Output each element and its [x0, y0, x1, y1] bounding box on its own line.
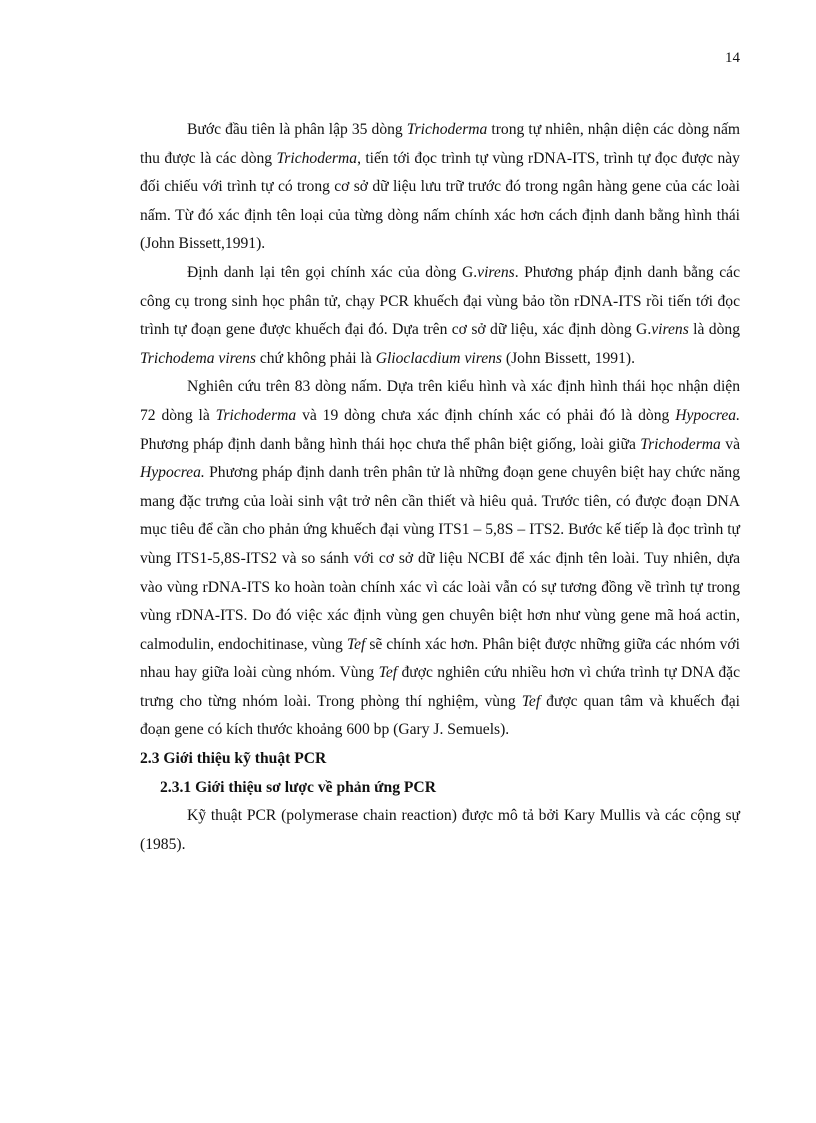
text-run: Phương pháp định danh bằng hình thái học chưa thể phân biệt giống, loài giữa	[140, 435, 641, 453]
italic-term: Trichoderma	[276, 149, 358, 167]
text-run: được quan tâm và khuếch đại đoạn gene có kích thước khoảng 600 bp (Gary J. Semuels).	[140, 692, 740, 739]
text-run: Bước đầu tiên là phân lập 35 dòng	[187, 121, 407, 138]
paragraph-1	[140, 116, 740, 259]
italic-term: virens	[651, 321, 689, 339]
italic-term: Tef	[521, 692, 541, 710]
subsection-heading: 2.3.1 Giới thiệu sơ lược về phản ứng PCR	[160, 778, 436, 796]
italic-term: Trichoderma	[640, 435, 721, 453]
text-run: , tiến tới đọc trình tự vùng rDNA-ITS, trình tự đọc được này đối chiếu với trình tự có trong cơ sở dữ liệu lưu trữ trước đó trong ngân hàng gene của các loài nấm. Từ đó xác định tên loại của từng dòng nấm chính xác hơn cách định danh bằng hình thái (John Bissett,1991).	[140, 149, 740, 253]
italic-term: Hypocrea.	[140, 464, 205, 482]
italic-term: Hypocrea.	[675, 406, 740, 424]
text-run: trong tự nhiên, nhận diện các dòng nấm thu được là các dòng	[140, 121, 740, 167]
text-run: . Phương pháp định danh bằng các công cụ trong sinh học phân tử, chạy PCR khuếch đại vùng bảo tồn rDNA-ITS rồi tiến tới đọc trình tự đoạn gene được khuếch đại đó. Dựa trên cơ sở dữ liệu, xác định dòng G.	[140, 263, 740, 339]
text-run: và 19 dòng chưa xác định chính xác có phải đó là dòng	[296, 406, 676, 424]
text-run: sẽ chính xác hơn. Phân biệt được những giữa các nhóm với nhau hay giữa loài cùng nhóm. Vùng	[140, 635, 740, 682]
text-run: và	[720, 435, 740, 453]
italic-term: Trichoderma	[215, 406, 297, 424]
paragraph-2	[140, 259, 740, 373]
italic-term: Glioclacdium virens	[375, 349, 502, 367]
italic-term: Trichodema virens	[140, 349, 256, 367]
text-run: (John Bissett, 1991).	[502, 349, 635, 367]
section-heading: 2.3 Giới thiệu kỹ thuật PCR	[140, 750, 327, 768]
italic-term: virens	[477, 263, 515, 281]
italic-term: Tef	[346, 635, 366, 653]
text-run: Nghiên cứu trên 83 dòng nấm. Dựa trên kiểu hình và xác định hình thái học nhận diện 72 dòng là	[140, 378, 740, 424]
italic-term: Tef	[378, 664, 398, 682]
paragraph-3	[140, 373, 740, 745]
text-run: Định danh lại tên gọi chính xác của dòng G.	[187, 263, 478, 281]
text-run: Phương pháp định danh trên phân tử là những đoạn gene chuyên biệt hay chức năng mang đặc trưng của loài sinh vật trở nên cần thiết và hiêu quả. Trước tiên, có được đoạn DNA mục tiêu để cần cho phản ứng khuếch đại vùng ITS1 – 5,8S – ITS2. Bước kế tiếp là đọc trình tự vùng ITS1-5,8S-ITS2 và so sánh với cơ sở dữ liệu NCBI để xác định tên loài. Tuy nhiên, dựa vào vùng rDNA-ITS ko hoàn toàn chính xác vì các loài vẫn có sự tương đồng về trình tự trong vùng rDNA-ITS. Do đó việc xác định vùng gen chuyên biệt hơn như vùng gene mã hoá actin, calmodulin, endochitinase, vùng	[140, 464, 740, 653]
page-number: 14	[725, 50, 740, 66]
text-run: được nghiên cứu nhiều hơn vì chứa trình tự DNA đặc trưng cho từng nhóm loài. Trong phòng thí nghiệm, vùng	[140, 664, 740, 710]
text-run: là dòng	[688, 321, 740, 339]
document-body	[140, 116, 740, 859]
italic-term: Trichoderma	[406, 121, 488, 138]
paragraph-4: Kỹ thuật PCR (polymerase chain reaction) được mô tả bởi Kary Mullis và các cộng sự (1985).	[140, 807, 740, 853]
text-run: chứ không phải là	[255, 349, 376, 367]
